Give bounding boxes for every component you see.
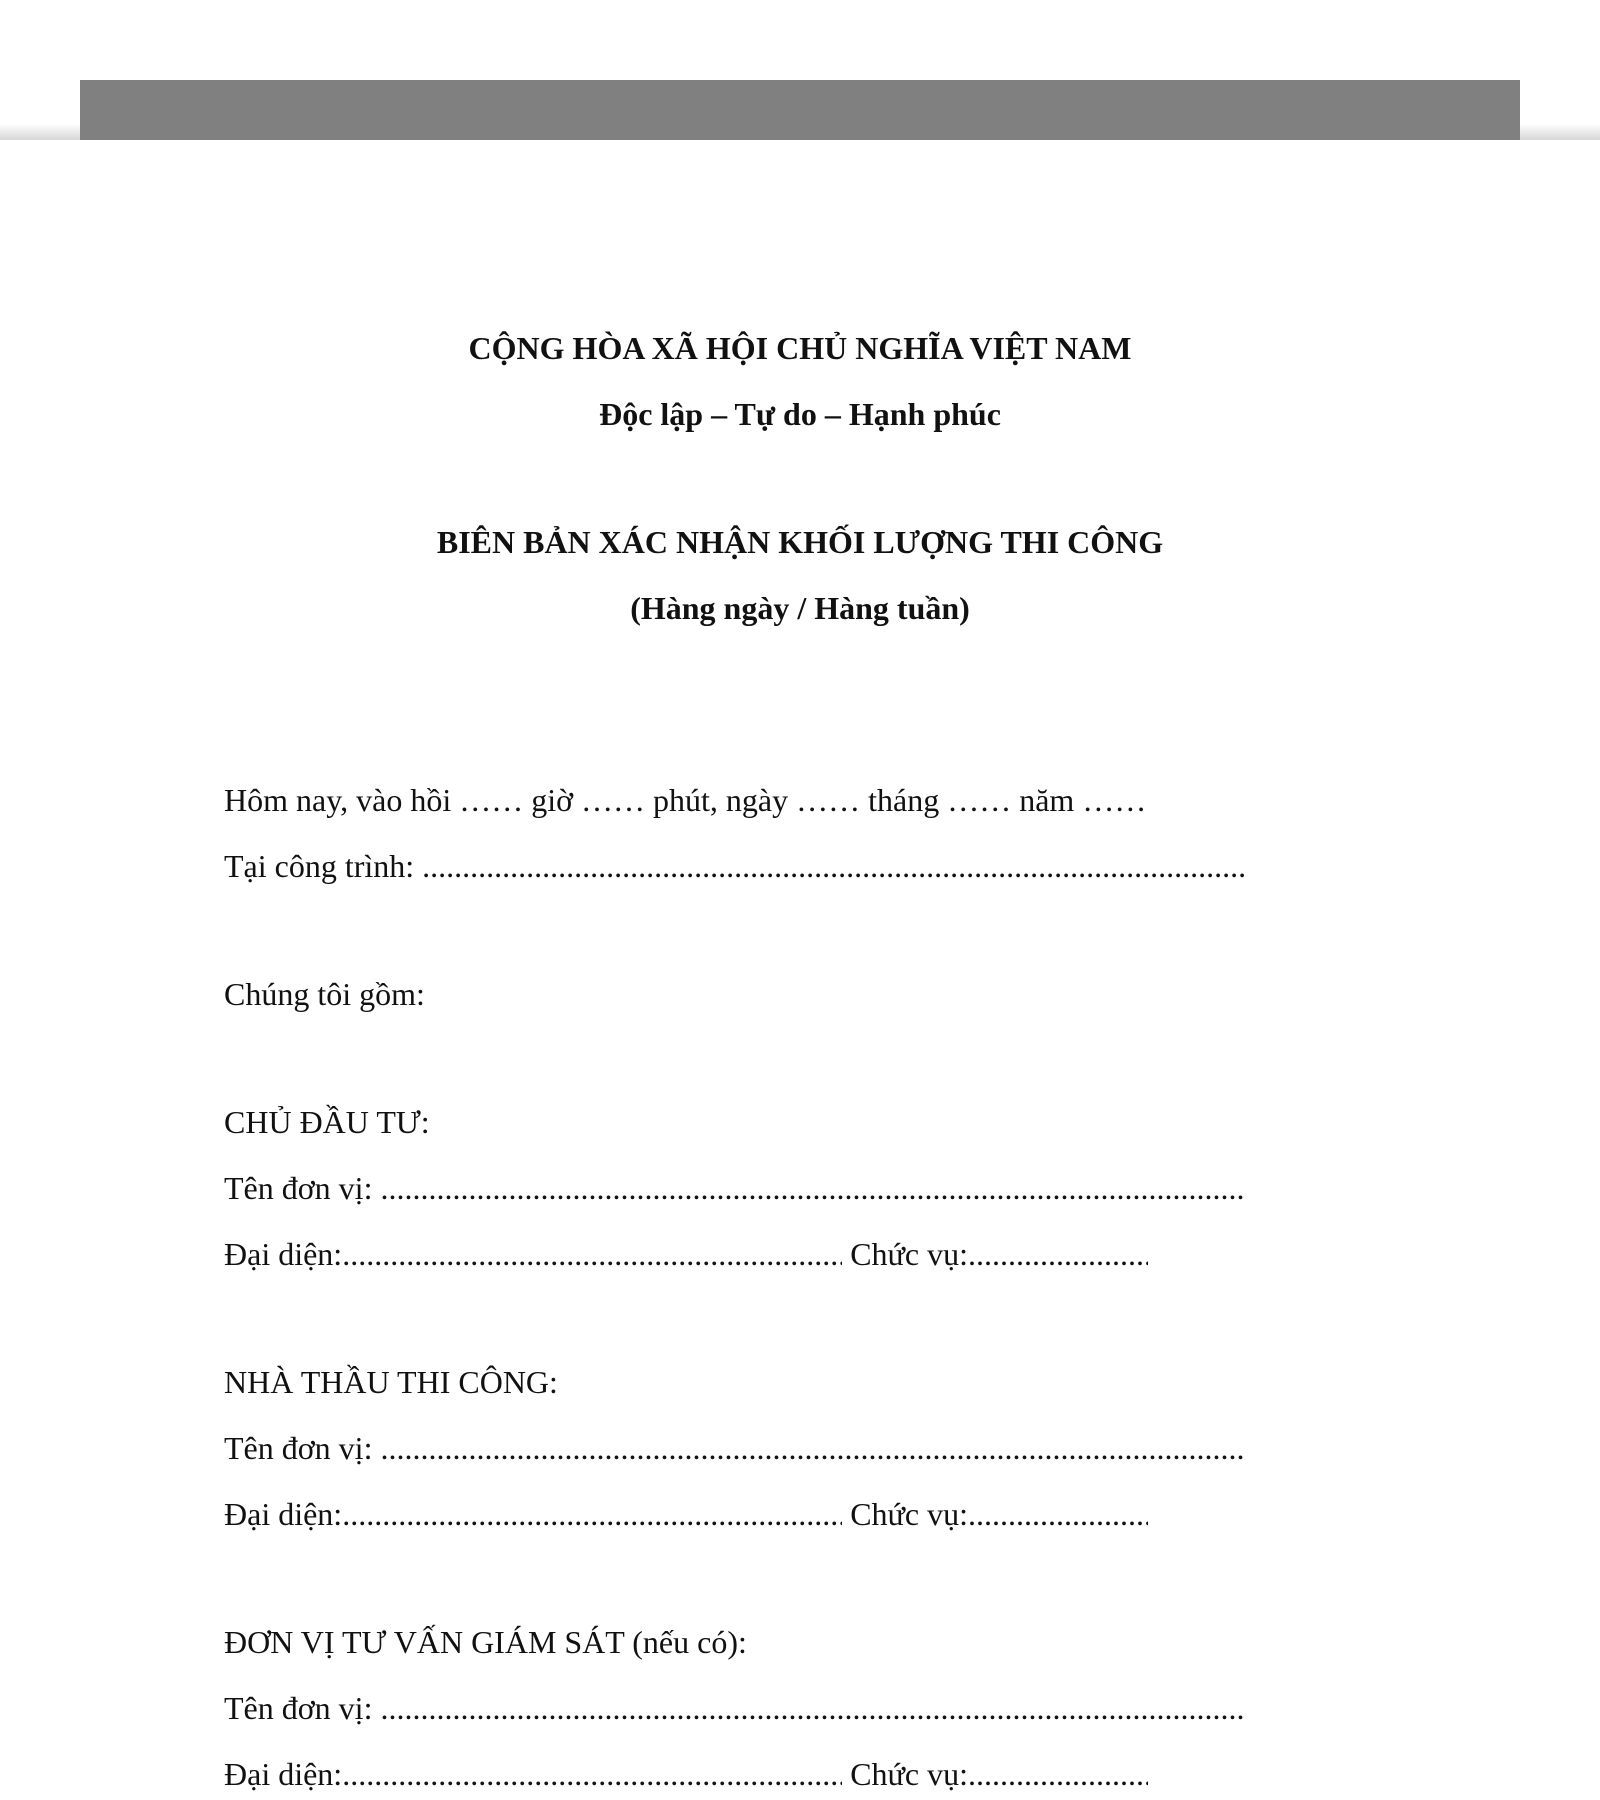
unit-label: Tên đơn vị: .....	[224, 1688, 1244, 1728]
position-label: Chức vụ:	[850, 1496, 968, 1532]
bar-shadow-right	[1520, 124, 1600, 140]
position-dots	[968, 1494, 1148, 1534]
supervisor-rep-field	[224, 1754, 1244, 1794]
contractor-rep-field	[224, 1494, 1244, 1534]
position-dots	[968, 1754, 1148, 1794]
site-label: Tại công trình: .....	[224, 846, 1244, 886]
position-dots	[968, 1234, 1148, 1274]
party-heading-contractor: NHÀ THẦU THI CÔNG:	[224, 1364, 558, 1400]
rep-label: Đại diện:	[224, 1756, 343, 1792]
document-subtitle: (Hàng ngày / Hàng tuần)	[630, 590, 970, 626]
parties-intro: Chúng tôi gồm:	[224, 976, 425, 1012]
position-label: Chức vụ:	[850, 1756, 968, 1792]
rep-dots	[342, 1234, 842, 1274]
motto: Độc lập – Tự do – Hạnh phúc	[599, 396, 1001, 432]
contractor-unit-field	[224, 1428, 1244, 1468]
party-heading-investor: CHỦ ĐẦU TƯ:	[224, 1104, 430, 1140]
page-top-bar	[80, 80, 1520, 140]
investor-rep-field	[224, 1234, 1244, 1274]
rep-label: Đại diện:	[224, 1236, 343, 1272]
rep-dots	[342, 1494, 842, 1534]
date-line: Hôm nay, vào hồi …… giờ …… phút, ngày …… tháng …… năm ……	[224, 782, 1147, 818]
bar-shadow-left	[0, 124, 80, 140]
party-heading-supervisor: ĐƠN VỊ TƯ VẤN GIÁM SÁT (nếu có):	[224, 1624, 747, 1660]
position-label: Chức vụ:	[850, 1236, 968, 1272]
unit-label: Tên đơn vị: .....	[224, 1428, 1244, 1468]
rep-label: Đại diện:	[224, 1496, 343, 1532]
supervisor-unit-field	[224, 1688, 1244, 1728]
investor-unit-field	[224, 1168, 1244, 1208]
document-page	[0, 140, 1600, 1800]
rep-dots	[342, 1754, 842, 1794]
unit-label: Tên đơn vị: .....	[224, 1168, 1244, 1208]
country-heading: CỘNG HÒA XÃ HỘI CHỦ NGHĨA VIỆT NAM	[468, 330, 1132, 366]
site-field	[224, 846, 1244, 886]
document-title: BIÊN BẢN XÁC NHẬN KHỐI LƯỢNG THI CÔNG	[436, 524, 1164, 560]
